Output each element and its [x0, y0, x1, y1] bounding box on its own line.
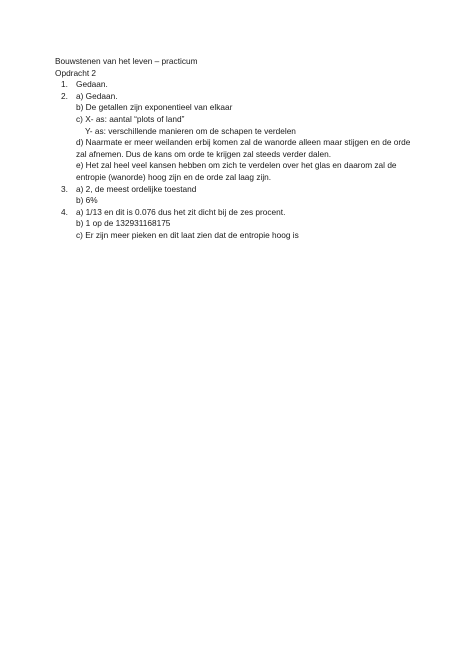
list-number: 2. — [61, 90, 68, 101]
answer-line: b) De getallen zijn exponentieel van elkaar — [76, 102, 233, 113]
answer-paragraph: d) Naarmate er meer weilanden erbij komen zal de wanorde alleen maar stijgen en de orde zal afnemen. Dus de kans om orde te krijgen zal steeds verder dalen. — [76, 137, 411, 159]
answer-line: a) Gedaan. — [76, 90, 118, 101]
assignment-heading: Opdracht 2 — [55, 67, 97, 78]
list-item-1 — [55, 79, 425, 91]
answer-line: b) 1 op de 132931168175 — [76, 218, 171, 229]
answer-line: b) 6% — [76, 195, 98, 206]
answer-line: c) Er zijn meer pieken en dit laat zien dat de entropie hoog is — [76, 229, 299, 240]
list-item-2 — [55, 91, 425, 184]
document-title: Bouwstenen van het leven – practicum — [55, 56, 198, 66]
answer-line: a) 2, de meest ordelijke toestand — [76, 183, 197, 194]
list-item-3 — [55, 184, 425, 207]
list-number: 3. — [61, 183, 68, 194]
answer-paragraph: e) Het zal heel veel kansen hebben om zich te verdelen over het glas en daarom zal de entropie (wanorde) hoog zijn en de orde zal laag zijn. — [76, 160, 397, 182]
answer-line: a) 1/13 en dit is 0.076 dus het zit dicht bij de zes procent. — [76, 206, 286, 217]
answer-line: Y- as: verschillende manieren om de schapen te verdelen — [85, 125, 296, 136]
document-content — [55, 56, 425, 242]
list-number: 4. — [61, 206, 68, 217]
answer-line: c) X- as: aantal “plots of land” — [76, 113, 185, 124]
list-number: 1. — [61, 79, 68, 90]
answer-line: Gedaan. — [76, 79, 108, 90]
list-item-4 — [55, 207, 425, 242]
